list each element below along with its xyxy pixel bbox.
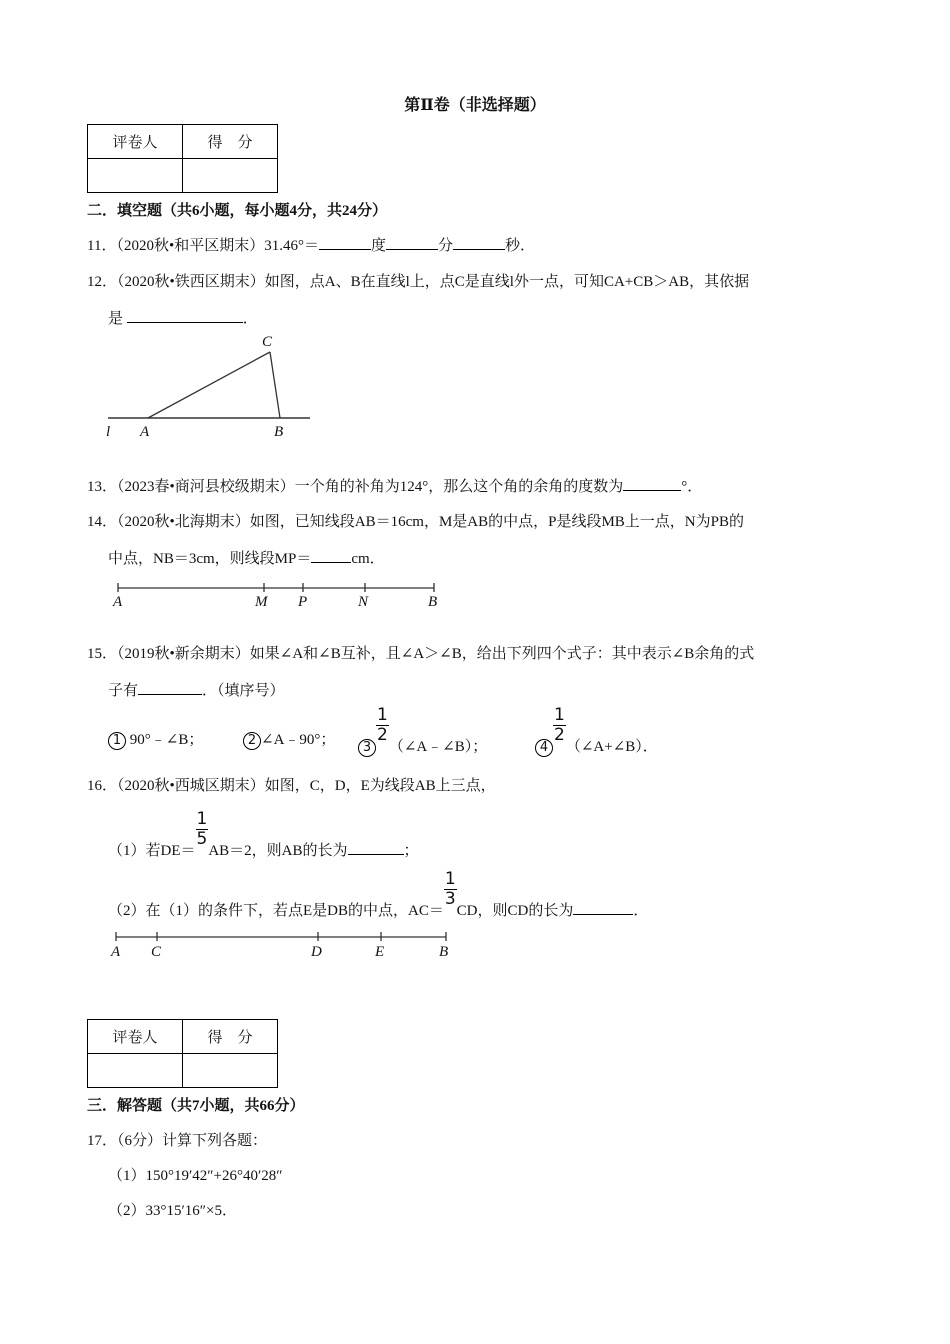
q16-source: （2020秋•西城区期末） — [117, 778, 265, 794]
q14-number: 14． — [87, 514, 118, 530]
q16-text: 如图，C，D，E为线段AB上三点， — [264, 778, 496, 794]
q11-blank-1[interactable] — [319, 235, 371, 250]
label-A: A — [140, 424, 150, 440]
fraction-half — [376, 706, 389, 745]
q14-line2-pre: 中点，NB＝3cm，则线段MP＝ — [108, 551, 312, 567]
score-label: 得 分 — [183, 125, 278, 159]
q16-number: 16． — [87, 778, 118, 794]
question-17 — [87, 1129, 267, 1150]
label-l: l — [106, 424, 111, 440]
fraction-third — [444, 870, 457, 909]
circle-1-icon: 1 — [108, 732, 126, 750]
q17-number: 17． — [87, 1133, 118, 1149]
score-table-2 — [87, 1019, 278, 1088]
fraction-half — [553, 706, 566, 745]
q16-part-2 — [108, 869, 649, 919]
segment-AC — [148, 352, 270, 418]
q16-p1-pre: （1）若DE＝ — [108, 842, 196, 859]
q12-text: 如图，点A、B在直线l上，点C是直线l外一点，可知CA+CB＞AB，其依据 — [264, 274, 750, 290]
q15-blank[interactable] — [138, 680, 202, 695]
q16-blank-1[interactable] — [348, 840, 404, 855]
q11-source: （2020秋•和平区期末） — [116, 238, 265, 254]
q11-unit-3: 秒． — [505, 238, 536, 254]
q15-option-1 — [108, 728, 203, 750]
fraction-fifth — [196, 810, 209, 849]
q11-number: 11． — [87, 238, 117, 254]
q14-figure — [108, 578, 448, 610]
q15-source: （2019秋•新余期末） — [117, 646, 250, 662]
q11-unit-2: 分 — [437, 238, 453, 254]
label-E: E — [375, 944, 385, 960]
q11-text: 31.46°＝ — [264, 238, 319, 254]
frac-num: 1 — [554, 705, 565, 725]
label-A: A — [111, 944, 121, 960]
q12-blank[interactable] — [127, 308, 243, 323]
q16-p2-pre: （2）在（1）的条件下，若点E是DB的中点，AC＝ — [108, 902, 444, 919]
q11-blank-2[interactable] — [386, 235, 438, 250]
circle-2-icon: 2 — [243, 732, 261, 750]
q14-blank[interactable] — [311, 548, 351, 563]
q13-blank[interactable] — [623, 476, 681, 491]
reviewer-cell[interactable] — [88, 159, 183, 193]
score-label: 得 分 — [183, 1020, 278, 1054]
frac-num: 1 — [377, 705, 388, 725]
q16-p2-post: ． — [633, 902, 649, 919]
q13-source: （2023春•商河县校级期末） — [117, 479, 295, 495]
q15-opt4-text: （∠A+∠B）． — [565, 738, 658, 755]
q17-part-1: （1）150°19′42″+26°40′28″ — [108, 1168, 283, 1184]
q11-blank-3[interactable] — [453, 235, 505, 250]
q12-source: （2020秋•铁西区期末） — [117, 274, 265, 290]
q16-part-1 — [108, 809, 419, 859]
q14-text: 如图，已知线段AB＝16cm，M是AB的中点，P是线段MB上一点，N为PB的 — [249, 514, 744, 530]
q15-opt1-text: 90°﹣∠B； — [129, 732, 204, 748]
q15-option-2 — [243, 728, 335, 750]
label-M: M — [255, 594, 268, 610]
reviewer-label: 评卷人 — [88, 125, 183, 159]
q12-line2-post: ． — [242, 311, 258, 327]
frac-den: 5 — [196, 829, 208, 849]
frac-num: 1 — [444, 869, 456, 889]
question-12 — [87, 270, 749, 291]
q12-line-2 — [108, 307, 258, 328]
q15-option-4 — [535, 705, 658, 755]
q15-option-3 — [358, 705, 488, 755]
q15-line2-pre: 子有 — [108, 683, 139, 699]
q12-line2-pre: 是 — [108, 311, 124, 327]
section2-heading: 二．填空题（共6小题，每小题4分，共24分） — [87, 203, 388, 219]
q15-line-2 — [108, 679, 285, 700]
frac-den: 3 — [444, 889, 456, 909]
q12-number: 12． — [87, 274, 118, 290]
q13-tail: °． — [681, 479, 703, 495]
label-B: B — [439, 944, 449, 960]
q14-source: （2020秋•北海期末） — [117, 514, 250, 530]
reviewer-cell[interactable] — [88, 1054, 183, 1088]
q15-line2-post: ．（填序号） — [202, 683, 285, 699]
question-14 — [87, 510, 744, 531]
reviewer-label: 评卷人 — [88, 1020, 183, 1054]
q11-unit-1: 度 — [370, 238, 386, 254]
section3-heading: 三．解答题（共7小题，共66分） — [87, 1098, 305, 1114]
q12-figure — [100, 330, 320, 442]
score-cell[interactable] — [183, 1054, 278, 1088]
q13-number: 13． — [87, 479, 118, 495]
q16-figure — [108, 928, 458, 960]
frac-den: 2 — [377, 725, 388, 745]
question-15 — [87, 642, 754, 663]
frac-num: 1 — [196, 809, 208, 829]
label-A: A — [113, 594, 123, 610]
segment-CB — [270, 352, 280, 418]
q14-line-2 — [108, 547, 385, 568]
q16-p1-post: ； — [403, 842, 419, 859]
label-C: C — [151, 944, 162, 960]
score-cell[interactable] — [183, 159, 278, 193]
label-N: N — [358, 594, 369, 610]
label-B: B — [428, 594, 438, 610]
q15-opt2-text: ∠A﹣90°； — [261, 732, 336, 748]
circle-3-icon: 3 — [358, 739, 376, 757]
question-13 — [87, 475, 702, 496]
label-B: B — [274, 424, 284, 440]
q13-text: 一个角的补角为124°，那么这个角的余角的度数为 — [294, 479, 624, 495]
q14-line2-post: cm． — [351, 551, 385, 567]
q15-number: 15． — [87, 646, 118, 662]
question-11 — [87, 234, 535, 255]
circle-4-icon: 4 — [535, 739, 553, 757]
label-D: D — [311, 944, 322, 960]
question-16 — [87, 774, 496, 795]
label-C: C — [262, 334, 273, 350]
q17-text: （6分）计算下列各题： — [117, 1133, 268, 1149]
page-title: 第Ⅱ卷（非选择题） — [404, 97, 546, 114]
q17-part-2: （2）33°15′16″×5． — [108, 1203, 237, 1219]
label-P: P — [298, 594, 308, 610]
frac-den: 2 — [554, 725, 565, 745]
q16-p2-mid: CD，则CD的长为 — [456, 902, 574, 919]
q16-blank-2[interactable] — [573, 900, 633, 915]
q16-p1-mid: AB＝2，则AB的长为 — [208, 842, 348, 859]
q15-text: 如果∠A和∠B互补，且∠A＞∠B，给出下列四个式子：其中表示∠B余角的式 — [249, 646, 755, 662]
q15-opt3-text: （∠A﹣∠B）； — [388, 738, 488, 755]
score-table-1 — [87, 124, 278, 193]
